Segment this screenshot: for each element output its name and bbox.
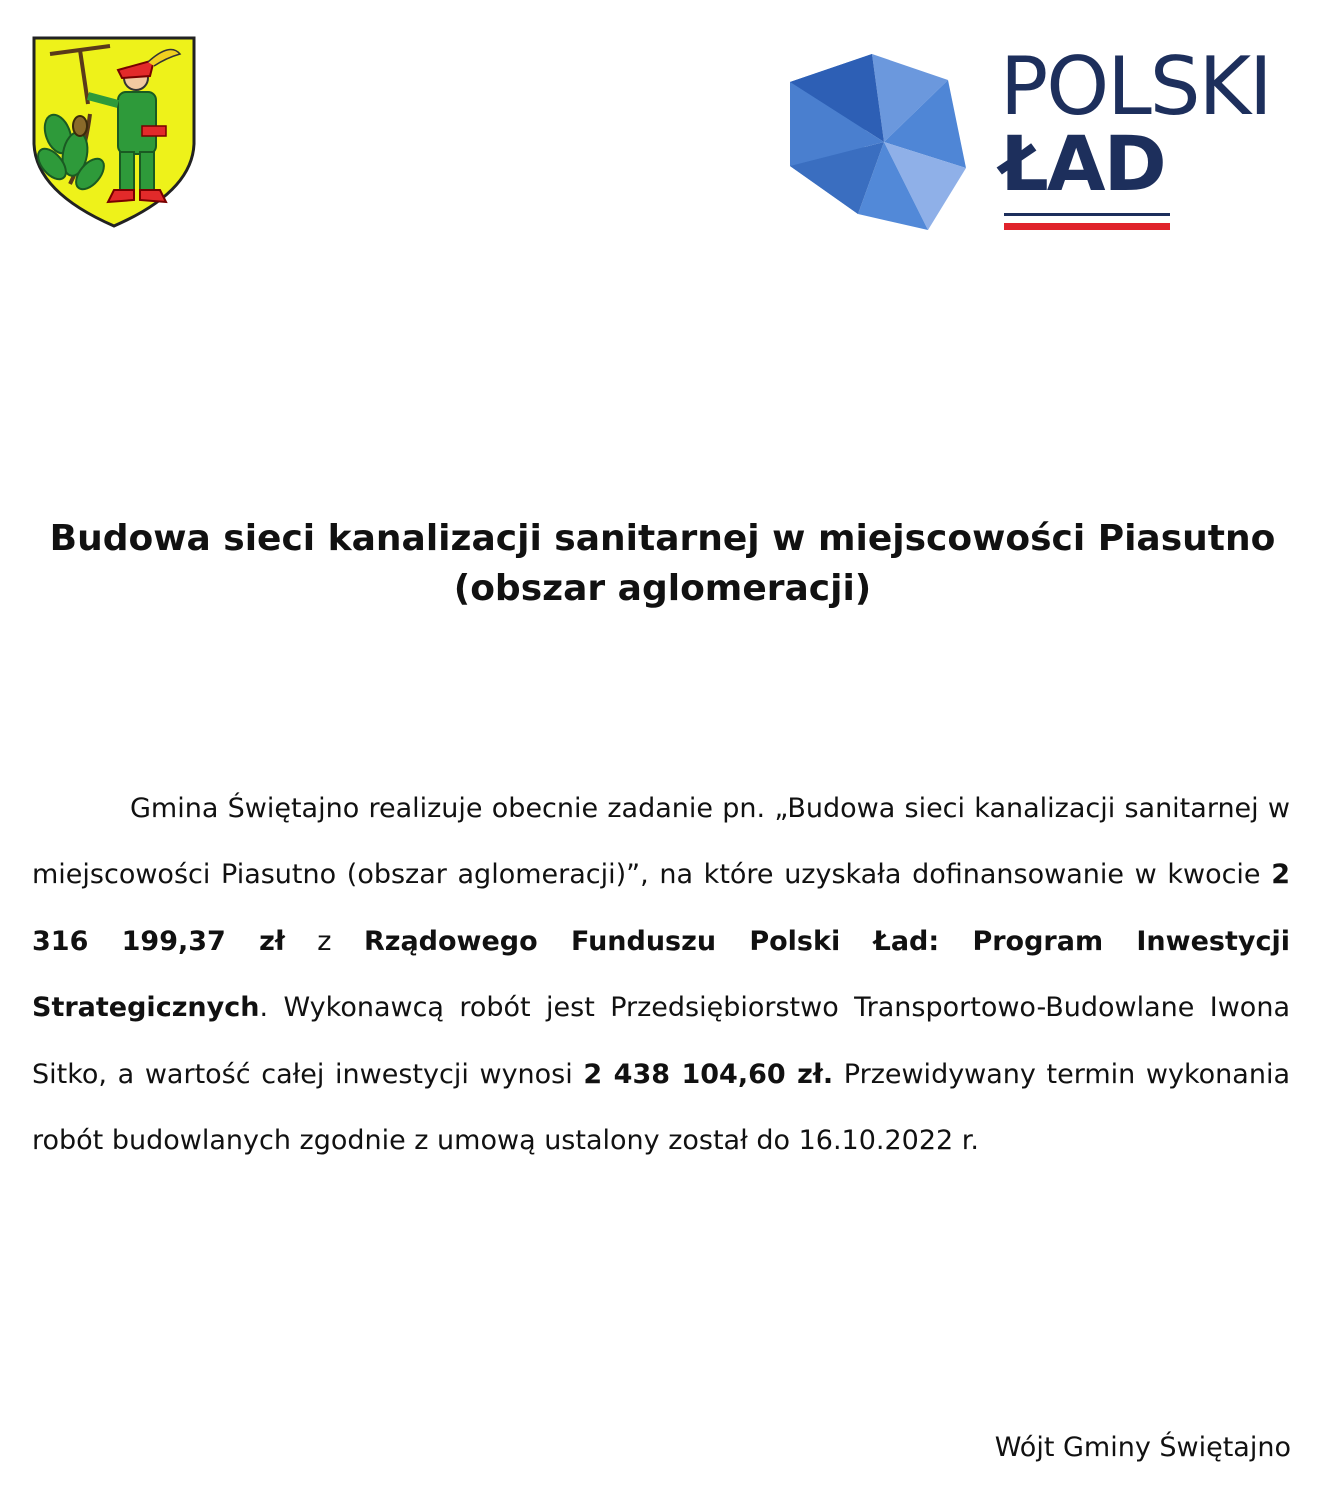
polska-polygon-map-icon (788, 50, 968, 232)
page-title (0, 514, 1325, 614)
coat-of-arms-archer-icon (30, 34, 198, 230)
announcement-paragraph (32, 776, 1290, 1174)
paragraph-part-4: Przewidywany termin wykonania robót budowlanych zgodnie z umową ustalony został do 16.10.2022 r. (32, 1058, 1291, 1157)
paragraph-part-1: Gmina Świętajno realizuje obecnie zadanie pn. „Budowa sieci kanalizacji sanitarnej w miejscowości Piasutno (obszar aglomeracji)”, na które uzyskała dofinansowanie w kwocie (32, 793, 1290, 891)
polski-lad-logo-word-1: POLSKI (1000, 40, 1271, 133)
title-line-2: (obszar aglomeracji) (453, 568, 872, 609)
amount-total: 2 438 104,60 zł. (583, 1058, 834, 1090)
fund-name: Rządowego Funduszu Polski Ład: Program Inwestycji Strategicznych (32, 925, 1290, 1024)
logo-navy-stripe (1004, 213, 1170, 216)
title-line-1: Budowa sieci kanalizacji sanitarnej w miejscowości Piasutno (49, 518, 1276, 559)
paragraph-part-3: . Wykonawcą robót jest Przedsiębiorstwo Transportowo-Budowlane Iwona Sitko, a wartość całej inwestycji wynosi (32, 992, 1290, 1090)
paragraph-part-2: z (284, 925, 364, 957)
logo-red-stripe (1004, 223, 1170, 230)
amount-funding: 2 316 199,37 zł (32, 859, 1290, 957)
signature: Wójt Gminy Świętajno (994, 1432, 1291, 1463)
polski-lad-logo-word-2: ŁAD (1000, 119, 1165, 208)
